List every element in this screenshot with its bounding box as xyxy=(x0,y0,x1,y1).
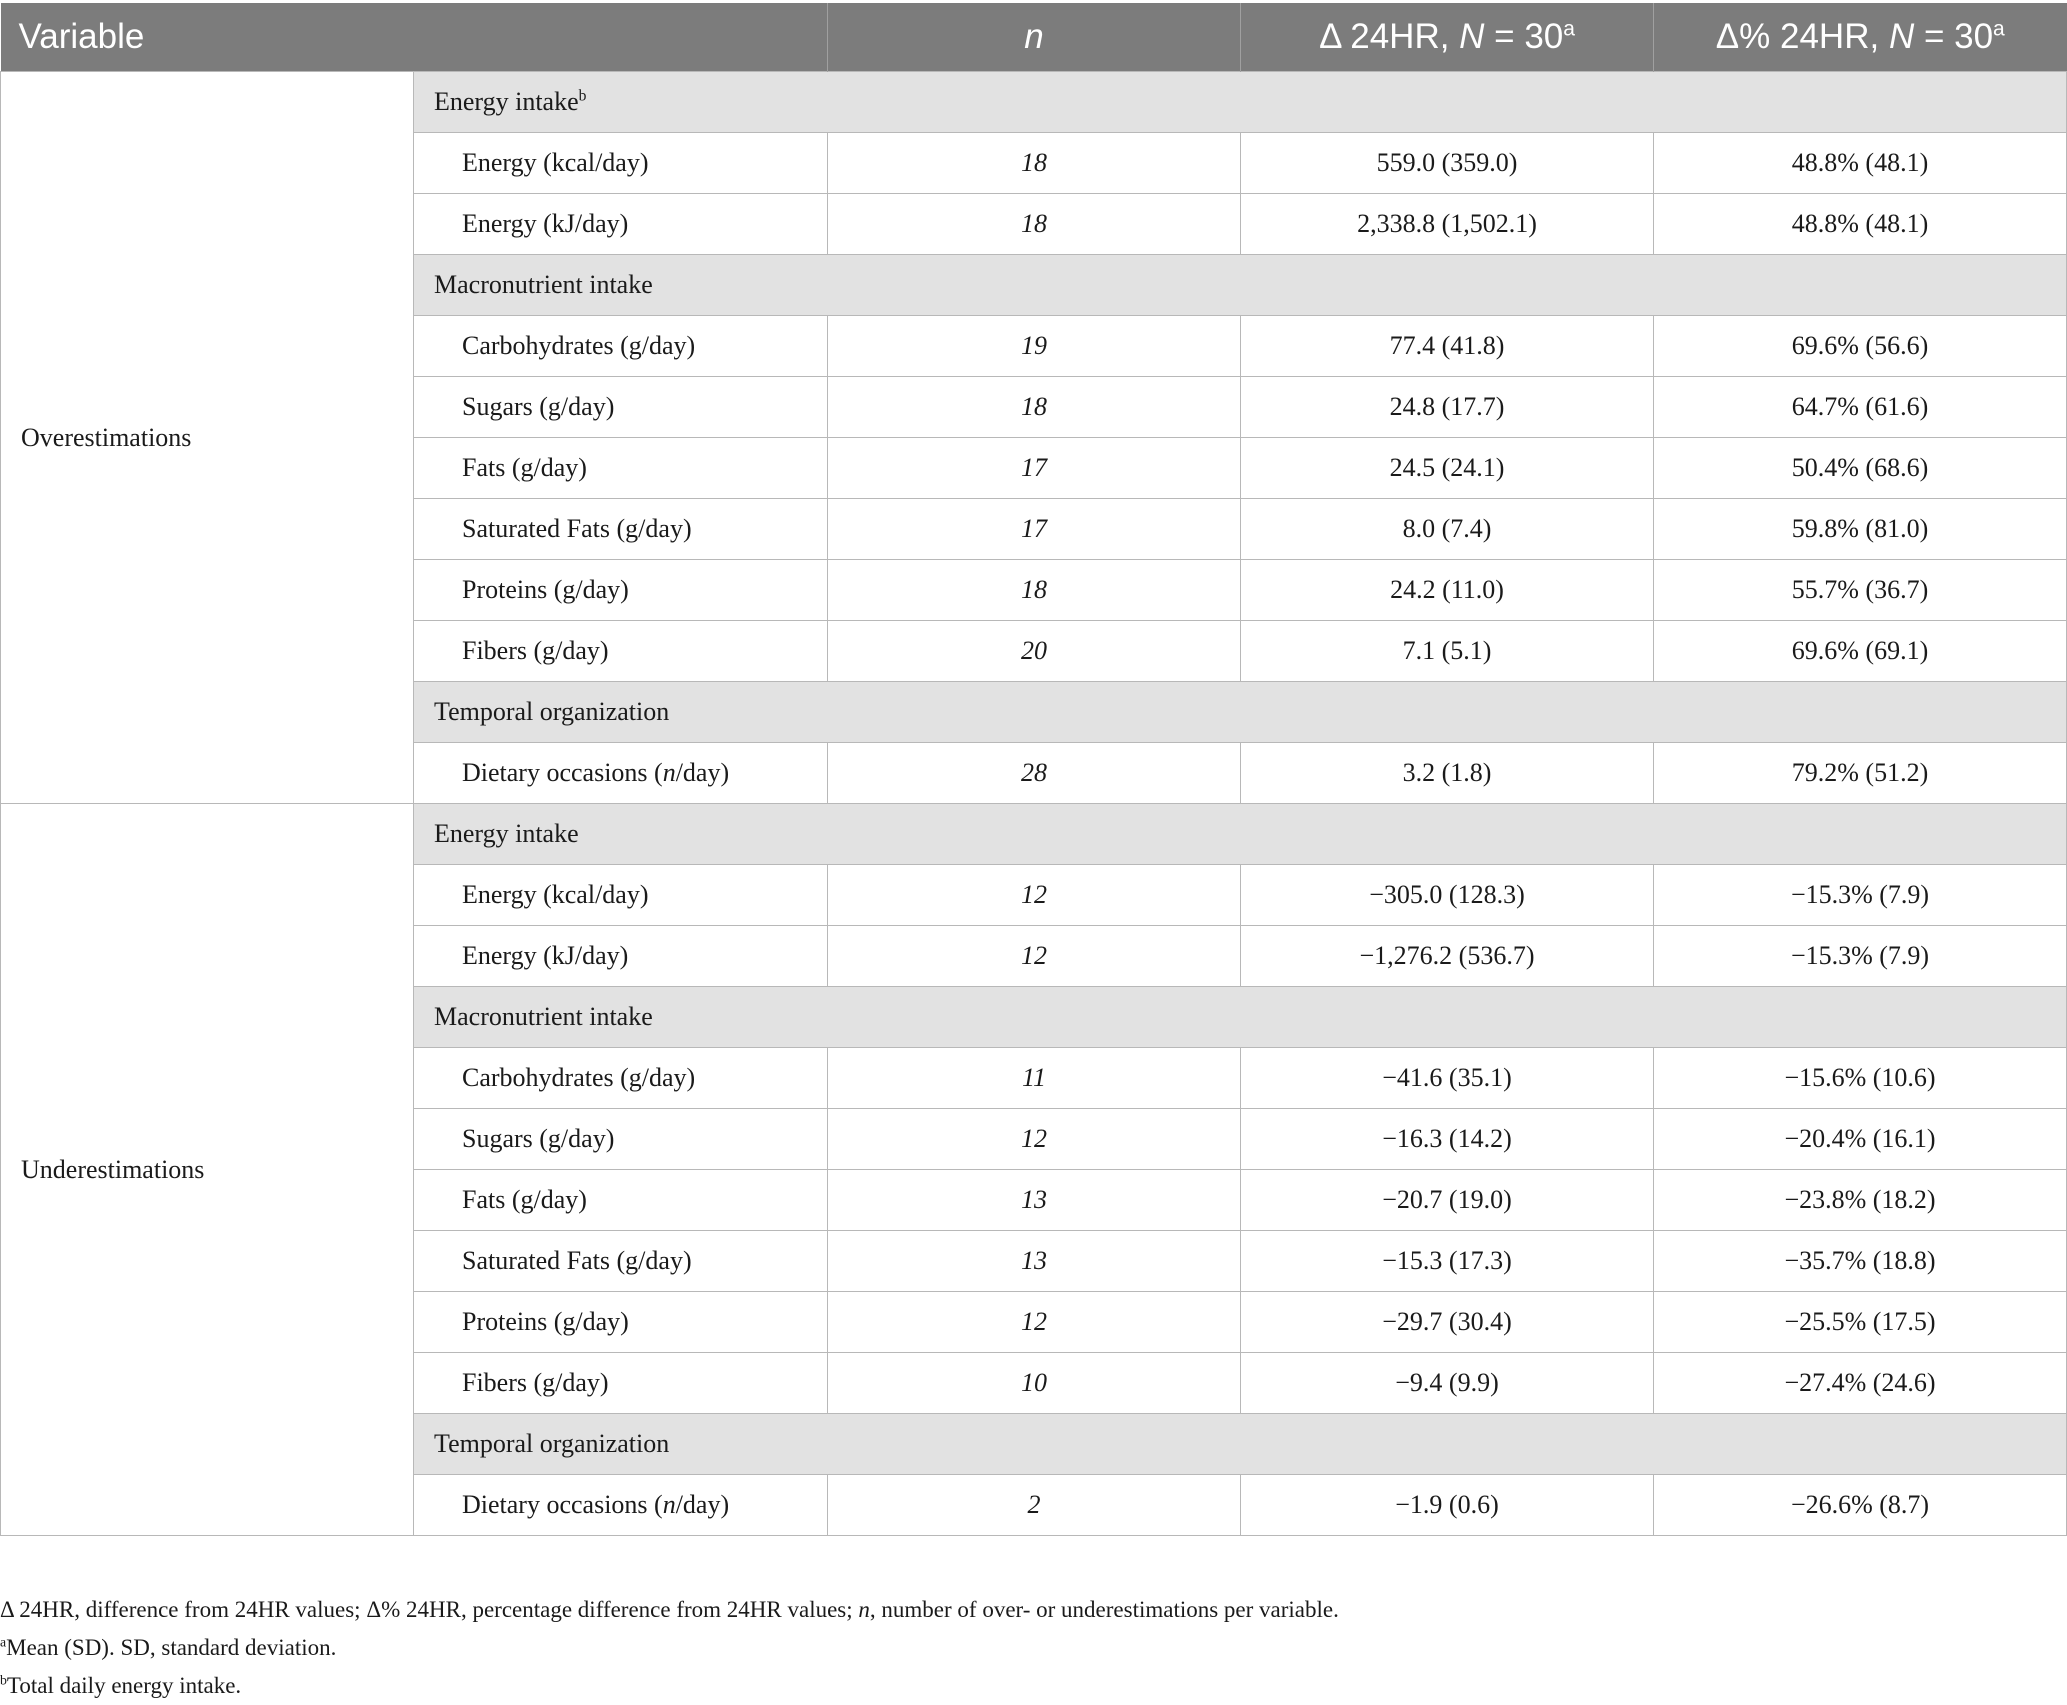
delta-cell: −1,276.2 (536.7) xyxy=(1241,926,1654,987)
variable-cell: Sugars (g/day) xyxy=(414,1109,828,1170)
table-footnotes xyxy=(0,1591,1339,1705)
delta-cell: −15.3 (17.3) xyxy=(1241,1231,1654,1292)
section-label-text: Macronutrient intake xyxy=(434,1002,653,1031)
section-label-text: Energy intake xyxy=(434,87,579,116)
variable-text: /day) xyxy=(675,758,730,787)
delta-pct-cell: 69.6% (56.6) xyxy=(1654,316,2067,377)
delta-cell: −1.9 (0.6) xyxy=(1241,1475,1654,1536)
header-row xyxy=(1,3,2067,72)
delta-cell: 3.2 (1.8) xyxy=(1241,743,1654,804)
section-row xyxy=(1,72,2067,133)
delta-pct-cell: 48.8% (48.1) xyxy=(1654,133,2067,194)
delta-cell: −29.7 (30.4) xyxy=(1241,1292,1654,1353)
section-label-text: Energy intake xyxy=(434,819,579,848)
n-cell: 18 xyxy=(828,560,1241,621)
delta-cell: 24.5 (24.1) xyxy=(1241,438,1654,499)
delta-cell: −41.6 (35.1) xyxy=(1241,1048,1654,1109)
n-cell: 10 xyxy=(828,1353,1241,1414)
delta-pct-cell: −15.3% (7.9) xyxy=(1654,926,2067,987)
section-label xyxy=(414,804,2067,865)
variable-text: /day) xyxy=(675,1490,730,1519)
n-cell: 19 xyxy=(828,316,1241,377)
delta-cell: −20.7 (19.0) xyxy=(1241,1170,1654,1231)
variable-text: Dietary occasions ( xyxy=(462,758,663,787)
section-label xyxy=(414,682,2067,743)
delta-pct-cell: 48.8% (48.1) xyxy=(1654,194,2067,255)
n-cell: 12 xyxy=(828,1292,1241,1353)
delta-pct-cell: 79.2% (51.2) xyxy=(1654,743,2067,804)
delta-pct-cell: 50.4% (68.6) xyxy=(1654,438,2067,499)
variable-cell xyxy=(414,743,828,804)
delta-pct-cell: −25.5% (17.5) xyxy=(1654,1292,2067,1353)
variable-cell: Fats (g/day) xyxy=(414,438,828,499)
variable-cell: Sugars (g/day) xyxy=(414,377,828,438)
delta-cell: 77.4 (41.8) xyxy=(1241,316,1654,377)
variable-cell xyxy=(414,1475,828,1536)
delta-pct-cell: −23.8% (18.2) xyxy=(1654,1170,2067,1231)
delta-cell: 24.2 (11.0) xyxy=(1241,560,1654,621)
delta-cell: −305.0 (128.3) xyxy=(1241,865,1654,926)
section-label xyxy=(414,72,2067,133)
variable-italic: n xyxy=(662,1490,676,1519)
variable-cell: Saturated Fats (g/day) xyxy=(414,499,828,560)
table-body xyxy=(1,72,2067,1536)
n-cell: 17 xyxy=(828,499,1241,560)
header-delta-pct: Δ% 24HR, $N = 30^a$ xyxy=(1654,3,2067,72)
section-label xyxy=(414,255,2067,316)
delta-cell: 2,338.8 (1,502.1) xyxy=(1241,194,1654,255)
delta-pct-cell: 55.7% (36.7) xyxy=(1654,560,2067,621)
variable-cell: Energy (kcal/day) xyxy=(414,865,828,926)
n-cell: 12 xyxy=(828,926,1241,987)
delta-pct-cell: −27.4% (24.6) xyxy=(1654,1353,2067,1414)
n-cell: 28 xyxy=(828,743,1241,804)
header-n: n xyxy=(828,3,1241,72)
n-cell: 12 xyxy=(828,1109,1241,1170)
variable-cell: Proteins (g/day) xyxy=(414,1292,828,1353)
variable-cell: Fats (g/day) xyxy=(414,1170,828,1231)
section-row xyxy=(1,804,2067,865)
delta-pct-cell: −35.7% (18.8) xyxy=(1654,1231,2067,1292)
footnote-b: $^b$Total daily energy intake. xyxy=(0,1672,242,1698)
delta-cell: 24.8 (17.7) xyxy=(1241,377,1654,438)
results-table xyxy=(0,3,2067,1536)
variable-italic: n xyxy=(662,758,676,787)
delta-cell: 559.0 (359.0) xyxy=(1241,133,1654,194)
delta-cell: −16.3 (14.2) xyxy=(1241,1109,1654,1170)
table-container xyxy=(0,3,2067,1536)
delta-pct-cell: −20.4% (16.1) xyxy=(1654,1109,2067,1170)
header-delta: Δ 24HR, $N = 30^a$ xyxy=(1241,3,1654,72)
header-variable: Variable xyxy=(1,3,828,72)
group-label: Overestimations xyxy=(1,72,414,804)
variable-cell: Fibers (g/day) xyxy=(414,621,828,682)
delta-cell: 7.1 (5.1) xyxy=(1241,621,1654,682)
footnote-marker: b xyxy=(578,87,587,105)
n-cell: 2 xyxy=(828,1475,1241,1536)
section-label xyxy=(414,987,2067,1048)
n-cell: 13 xyxy=(828,1231,1241,1292)
delta-cell: −9.4 (9.9) xyxy=(1241,1353,1654,1414)
delta-pct-cell: 64.7% (61.6) xyxy=(1654,377,2067,438)
variable-cell: Energy (kJ/day) xyxy=(414,926,828,987)
group-label: Underestimations xyxy=(1,804,414,1536)
n-cell: 11 xyxy=(828,1048,1241,1109)
variable-cell: Energy (kcal/day) xyxy=(414,133,828,194)
variable-text: Dietary occasions ( xyxy=(462,1490,663,1519)
n-cell: 20 xyxy=(828,621,1241,682)
delta-pct-cell: −15.6% (10.6) xyxy=(1654,1048,2067,1109)
variable-cell: Proteins (g/day) xyxy=(414,560,828,621)
delta-pct-cell: −15.3% (7.9) xyxy=(1654,865,2067,926)
footnote-a: $^a$Mean (SD). SD, standard deviation. xyxy=(0,1634,337,1660)
section-label-text: Temporal organization xyxy=(434,697,670,726)
n-cell: 17 xyxy=(828,438,1241,499)
n-cell: 13 xyxy=(828,1170,1241,1231)
delta-pct-cell: 69.6% (69.1) xyxy=(1654,621,2067,682)
section-label-text: Macronutrient intake xyxy=(434,270,653,299)
n-cell: 12 xyxy=(828,865,1241,926)
variable-cell: Saturated Fats (g/day) xyxy=(414,1231,828,1292)
variable-cell: Fibers (g/day) xyxy=(414,1353,828,1414)
variable-cell: Carbohydrates (g/day) xyxy=(414,316,828,377)
variable-cell: Energy (kJ/day) xyxy=(414,194,828,255)
delta-pct-cell: 59.8% (81.0) xyxy=(1654,499,2067,560)
variable-cell: Carbohydrates (g/day) xyxy=(414,1048,828,1109)
delta-cell: 8.0 (7.4) xyxy=(1241,499,1654,560)
n-cell: 18 xyxy=(828,133,1241,194)
section-label xyxy=(414,1414,2067,1475)
n-cell: 18 xyxy=(828,377,1241,438)
section-label-text: Temporal organization xyxy=(434,1429,670,1458)
footnote-abbreviations: Δ 24HR, difference from 24HR values; Δ% 24HR, percentage difference from 24HR values; n, number of over- or underestimations per variable. xyxy=(0,1597,1339,1622)
n-cell: 18 xyxy=(828,194,1241,255)
delta-pct-cell: −26.6% (8.7) xyxy=(1654,1475,2067,1536)
